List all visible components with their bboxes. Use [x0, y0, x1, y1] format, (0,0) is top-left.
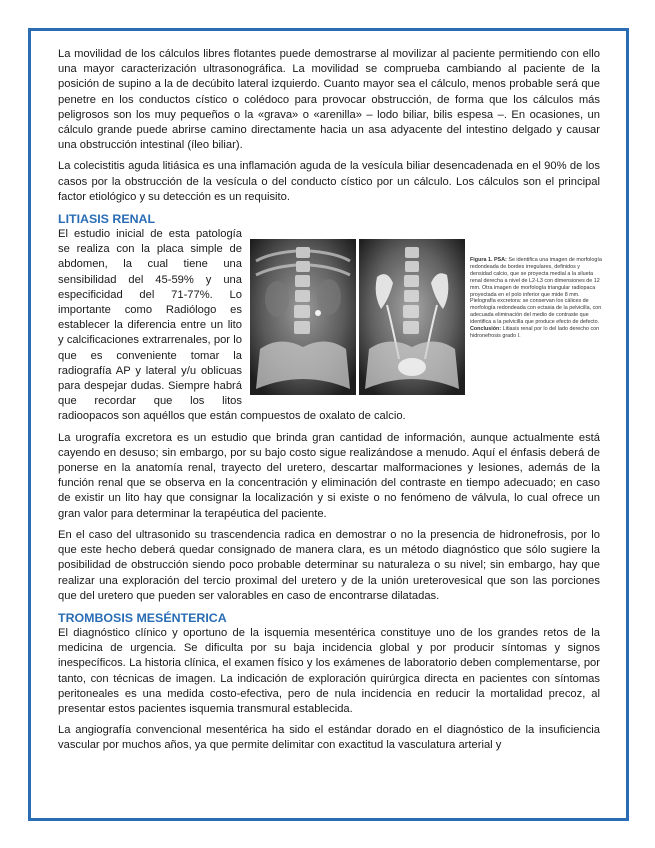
xray-image-urography	[359, 239, 465, 395]
paragraph: En el caso del ultrasonido su trascendencia radica en demostrar o no la presencia de hidronefrosis, por lo que este hecho deberá quedar consignado de manera clara, es un método diagnóstico que sólo sugiere la posibilidad de obstrucción siendo poco probable determinar su naturaleza o su nivel; sin embargo, hay que realizar una exploración del tercio proximal del uretero y de la unión ureterovesical que son las porciones que del uretero que pueden ser valorables en caso de encontrarse dilatadas.	[58, 528, 600, 602]
figure-conclusion-text: Litiasis renal por lo del lado derecho con hidronefrosis grado I.	[470, 326, 600, 339]
paragraph: La urografía excretora es un estudio que brinda gran cantidad de información, aunque actualmente está cayendo en desuso; sin embargo, por su bajo costo sigue realizándose a menudo. Aquí el énfasis deberá de ponerse en la anatomía renal, trayecto del uretero, descartar malformaciones y lesiones, además de la función renal que se observa en la concentración y eliminación del contraste en tiempo adecuado; en caso de existir un lito hay que consignar la localización y si existe o no fenómeno de válvula, lo cual ofrece un gran valor para determinar la terapéutica del paciente.	[58, 431, 600, 520]
litiasis-block	[58, 227, 600, 431]
paragraph: La colecistitis aguda litiásica es una inflamación aguda de la vesícula biliar desencadenada en el 90% de los casos por la obstrucción de la vesícula o del conducto cístico por un cálculo. Los cálculos son el principal factor etiológico y su detección es un requisito.	[58, 160, 600, 203]
figure-caption-text: Se identifica una imagen de morfología redondeada de bordes irregulares, definidos y densidad calcio, que se proyecta medial a la silueta renal derecha a nivel de L2-L3 con dimensiones de 12 mm. Otra imagen de morfología triangular radiopaca proyectada en el polo inferior que mide 8 mm. Pielografía excretora: se conservan los cálices de morfología redondeada con ectasia de la pelvicilla, con adecuada eliminación del medio de contraste que identifica a la pelvicilla que produce efecto de defecto.	[470, 257, 602, 326]
figure-caption-label: Figura 1. PSA:	[470, 257, 507, 264]
figure-conclusion-label: Conclusión:	[470, 326, 502, 333]
section-heading-litiasis: LITIASIS RENAL	[58, 212, 156, 227]
section-heading-trombosis: TROMBOSIS MESÉNTERICA	[58, 610, 227, 625]
document-body	[58, 47, 600, 760]
paragraph: La angiografía convencional mesentérica ha sido el estándar dorado en el diagnóstico de la insuficiencia vascular por muchos años, ya que permite delimitar con exactitud la vasculatura arterial y	[58, 724, 600, 752]
figure-caption	[470, 257, 602, 340]
xray-image-plain-film	[250, 239, 356, 395]
paragraph: La movilidad de los cálculos libres flotantes puede demostrarse al movilizar al paciente permitiendo con ello una mayor caracterización ultrasonográfica. La movilidad se comprueba cambiando al paciente de la posición de supino a la de decúbito lateral izquierdo. Cuanto mayor sea el cálculo, menos probable será que penetre en los conductos cístico o colédoco para provocar obstrucción, de forma que los cálculos más peligrosos son los muy pequeños o la «grava» o «arenilla» – lodo biliar, bilis espesa –. En ocasiones, un cálculo grande puede abrirse camino directamente hacia un asa adyacente del intestino delgado y causar una obstrucción intestinal (íleo biliar).	[58, 48, 600, 152]
figure-1	[250, 239, 600, 397]
paragraph: El estudio inicial de esta patología se realiza con la placa simple de abdomen, la cual tiene una sensibilidad del 45-59% y una especificidad del 71-77%. Lo importante como Radiólogo es establecer la diferencia entre un lito y calcificaciones extrarrenales, por lo que es conveniente tomar la radiografía AP y lateral y/u oblicuas para despejar dudas. Siempre habrá que recordar que los litos radioopacos son aquéllos que están compuestos de oxalato de calcio.	[58, 228, 406, 423]
paragraph: El diagnóstico clínico y oportuno de la isquemia mesentérica constituye uno de los grandes retos de la medicina de urgencia. Se dificulta por su baja incidencia global y por producir síntomas y signos inespecíficos. La historia clínica, el examen físico y los exámenes de laboratorio deben complementarse, por tanto, con técnicas de imagen. La indicación de exploración quirúrgica directa en pacientes con síntomas peritoneales es una medida costo-efectiva, pero de nula incidencia en reducir la mortalidad precoz, al presentar estos pacientes isquemia transmural establecida.	[58, 626, 600, 715]
